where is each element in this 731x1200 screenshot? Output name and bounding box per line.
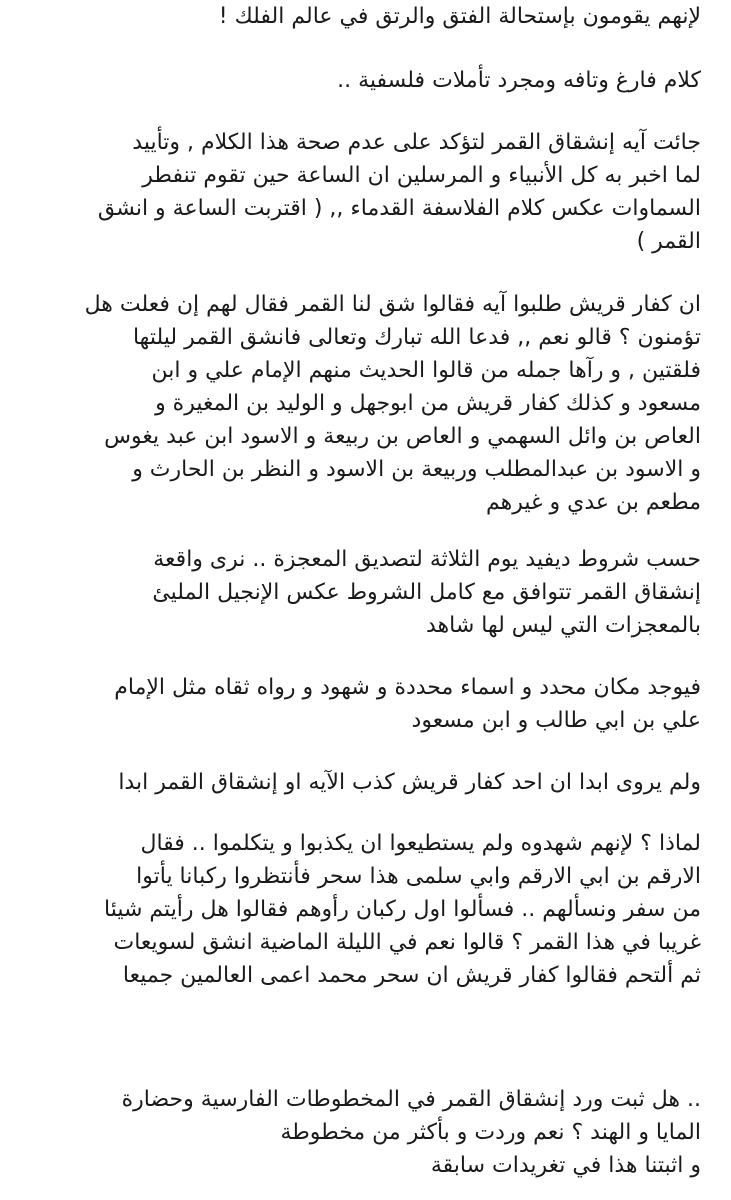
paragraph-2: [30, 64, 701, 97]
text-line: فلقتين , و رآها جمله من قالوا الحديث منهم الإمام علي و ابن: [151, 358, 701, 383]
text-line: الارقم بن ابي الارقم وابي سلمى هذا سحر فأنتظروا ركبانا يأتوا: [136, 864, 701, 889]
text-line: ان كفار قريش طلبوا آيه فقالوا شق لنا القمر فقال لهم إن فعلت هل: [84, 292, 701, 317]
text-line: كلام فارغ وتافه ومجرد تأملات فلسفية ..: [337, 68, 701, 93]
paragraph-1: [30, 0, 701, 33]
text-line: لإنهم يقومون بإستحالة الفتق والرتق في عالم الفلك !: [218, 4, 701, 29]
text-line: غريبا في هذا القمر ؟ قالوا نعم في الليلة الماضية انشق لسويعات: [113, 930, 701, 955]
text-line: لماذا ؟ لإنهم شهدوه ولم يستطيعوا ان يكذبوا و يتكلموا .. فقال: [140, 831, 701, 856]
text-line: مطعم بن عدي و غيرهم: [486, 490, 701, 515]
paragraph-8: [30, 827, 701, 992]
paragraph-9: [30, 1083, 701, 1182]
text-line: جائت آيه إنشقاق القمر لتؤكد على عدم صحة هذا الكلام , وتأييد: [132, 130, 701, 155]
text-line: و اثبتنا هذا في تغريدات سابقة: [430, 1153, 701, 1178]
paragraph-7: [30, 766, 701, 799]
paragraph-3: [30, 126, 701, 258]
text-line: تؤمنون ؟ قالو نعم ,, فدعا الله تبارك وتعالى فانشق القمر ليلتها: [132, 325, 701, 350]
text-line: ولم يروى ابدا ان احد كفار قريش كذب الآيه او إنشقاق القمر ابدا: [118, 770, 701, 795]
text-line: و الاسود بن عبدالمطلب وربيعة بن الاسود و النظر بن الحارث و: [132, 457, 701, 482]
text-line: .. هل ثبت ورد إنشقاق القمر في المخطوطات الفارسية وحضارة: [121, 1087, 701, 1112]
text-line: من سفر ونسألهم .. فسألوا اول ركبان رأوهم فقالوا هل رأيتم شيئا: [104, 897, 701, 922]
text-line: علي بن ابي طالب و ابن مسعود: [411, 708, 701, 733]
text-line: المايا و الهند ؟ نعم وردت و بأكثر من مخطوطة: [280, 1120, 701, 1145]
text-line: فيوجد مكان محدد و اسماء محددة و شهود و رواه ثقاه مثل الإمام: [114, 675, 701, 700]
text-line: القمر ): [636, 229, 701, 254]
text-line: ثم ألتحم فقالوا كفار قريش ان سحر محمد اعمى العالمين جميعا: [122, 963, 701, 988]
text-line: مسعود و كذلك كفار قريش من ابوجهل و الوليد بن المغيرة و: [155, 391, 701, 416]
paragraph-5: [30, 543, 701, 642]
text-line: بالمعجزات التي ليس لها شاهد: [425, 613, 701, 638]
paragraph-6: [30, 671, 701, 737]
text-line: إنشقاق القمر تتوافق مع كامل الشروط عكس الإنجيل المليئ: [152, 580, 701, 605]
text-line: لما اخبر به كل الأنبياء و المرسلين ان الساعة حين تقوم تنفطر: [142, 163, 701, 188]
text-line: العاص بن وائل السهمي و العاص بن ربيعة و الاسود ابن عبد يغوس: [104, 424, 701, 449]
paragraph-4: [30, 288, 701, 519]
text-line: حسب شروط ديفيد يوم الثلاثة لتصديق المعجزة .. نرى واقعة: [153, 547, 701, 572]
text-line: السماوات عكس كلام الفلاسفة القدماء ,, ( اقتربت الساعة و انشق: [97, 196, 701, 221]
